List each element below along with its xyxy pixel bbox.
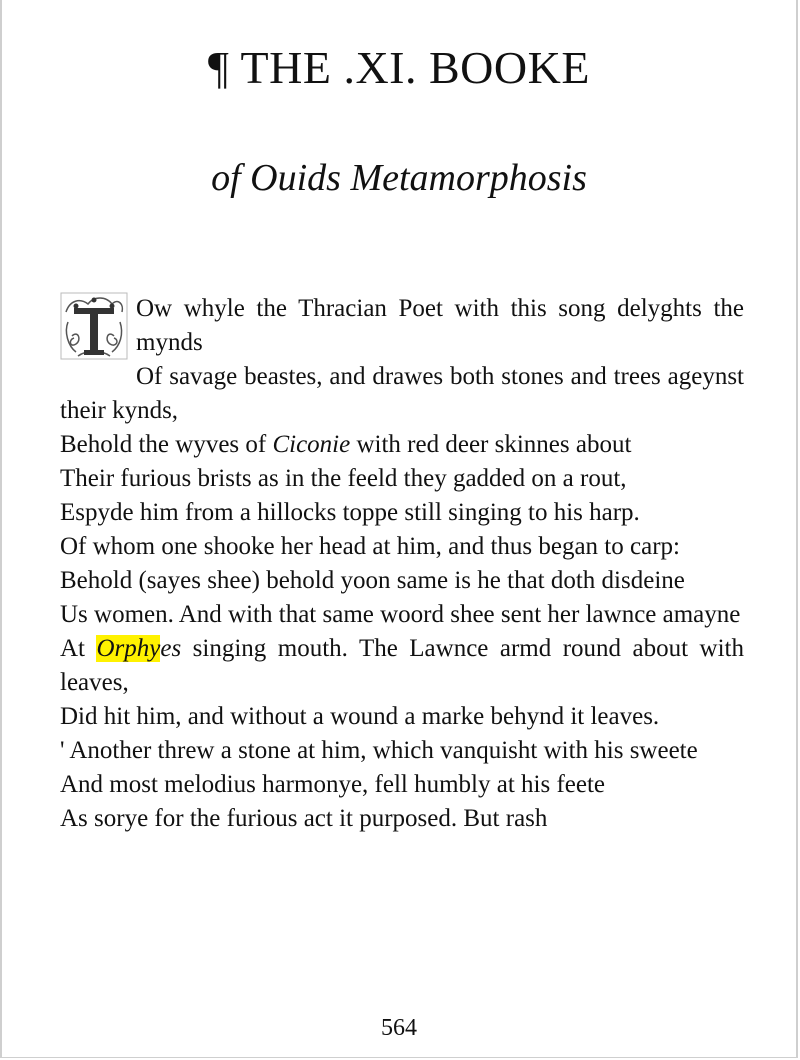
chapter-title: ¶ THE .XI. BOOKE bbox=[208, 42, 590, 93]
poem-text bbox=[60, 292, 744, 836]
verse-line-2: Of savage beastes, and drawes both stones and trees ageynst their kynds, bbox=[60, 363, 744, 424]
verse-text: Behold the wyves of bbox=[60, 431, 273, 458]
verse-text: with red deer skinnes about bbox=[350, 431, 632, 458]
verse-line-4: Their furious brists as in the feeld they gadded on a rout, bbox=[60, 465, 627, 492]
verse-line-11: ' Another threw a stone at him, which vanquisht with his sweete bbox=[60, 737, 698, 764]
verse-text: Ow whyle the Thracian Poet with this song delyghts the mynds bbox=[136, 295, 744, 356]
page-number: 564 bbox=[381, 1015, 417, 1041]
place-name-ciconie: Ciconie bbox=[272, 431, 351, 458]
verse-line-12: And most melodius harmonye, fell humbly at his feete bbox=[60, 771, 606, 798]
verse-line-8: Us women. And with that same woord shee sent her lawnce amayne bbox=[60, 601, 741, 628]
verse-line-1 bbox=[60, 292, 744, 360]
verse-text: At bbox=[60, 635, 97, 662]
verse-line-13: As sorye for the furious act it purposed. But rash bbox=[60, 805, 548, 832]
verse-line-6: Of whom one shooke her head at him, and thus began to carp: bbox=[60, 533, 680, 560]
verse-line-10: Did hit him, and without a wound a marke behynd it leaves. bbox=[60, 703, 660, 730]
verse-line-9 bbox=[60, 632, 744, 700]
verse-line-3 bbox=[60, 428, 744, 462]
chapter-subtitle: of Ouids Metamorphosis bbox=[211, 157, 587, 199]
verse-line-5: Espyde him from a hillocks toppe still singing to his harp. bbox=[60, 499, 640, 526]
verse-text: singing mouth. The Lawnce armd round about with leaves, bbox=[60, 635, 744, 696]
decorated-initial-icon bbox=[60, 292, 128, 360]
search-highlight: Orphy bbox=[96, 635, 161, 662]
name-orphyes-suffix: es bbox=[160, 635, 182, 662]
verse-line-7: Behold (sayes shee) behold yoon same is he that doth disdeine bbox=[60, 567, 685, 594]
